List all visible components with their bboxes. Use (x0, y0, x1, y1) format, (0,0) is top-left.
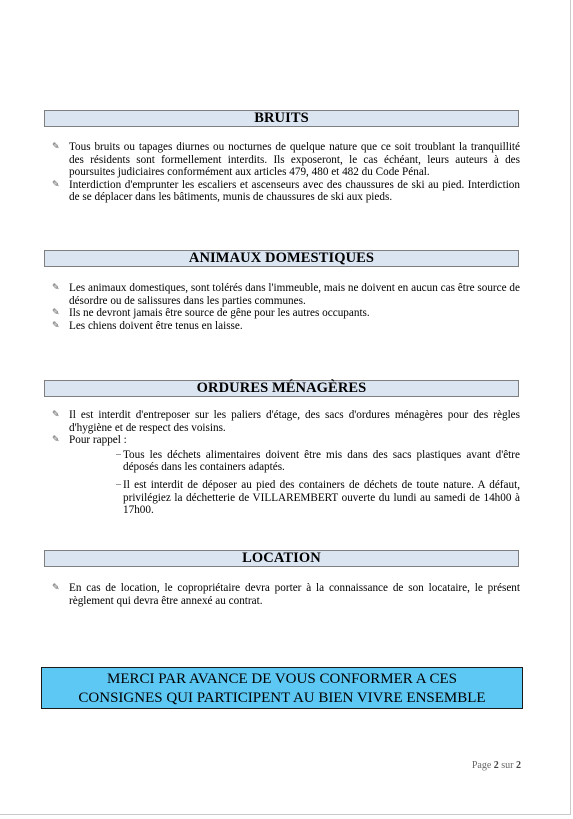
page-number: Page 2 sur 2 (471, 760, 521, 771)
list-item: ✎ En cas de location, le copropriétaire devra porter à la connaissance de son locataire, le présent règlement qui devra être annexé au contrat. (52, 582, 520, 607)
rappel-sublist (69, 449, 520, 517)
list-item: ✎ Les chiens doivent être tenus en laisse. (52, 319, 243, 332)
pen-bullet-icon: ✎ (52, 142, 60, 152)
sublist-item: – Tous les déchets alimentaires doivent être mis dans des sacs plastiques avant d'être déposés dans les containers adaptés. (116, 448, 520, 474)
pen-bullet-icon: ✎ (52, 435, 60, 446)
pen-bullet-icon: ✎ (52, 308, 60, 319)
list-item: ✎ Tous bruits ou tapages diurnes ou nocturnes de quelque nature que ce soit troublant la tranquillité des résidents sont formellement interdits. Ils exposeront, le cas échéant, leurs auteurs à des poursuites judiciaires conformément aux articles 479, 480 et 482 du Code Pénal. (52, 141, 520, 179)
bruits-list (52, 141, 520, 204)
section-title-animaux: ANIMAUX DOMESTIQUES (44, 250, 519, 267)
list-item: ✎ Interdiction d'emprunter les escaliers et ascenseurs avec des chaussures de ski au pied. Interdiction de se déplacer dans les bâtiments, munis de chaussures de ski aux pieds. (52, 178, 520, 204)
section-title-bruits: BRUITS (44, 110, 519, 127)
list-item: ✎ Pour rappel : – Tous les déchets alimentaires doivent être mis dans des sacs plastiques avant d'être déposés dans les containers adaptés. – Il est interdit de déposer au pied des containers de déchets de toute nature. A défaut, privilégiez la déchetterie de VILLAREMBERT ouverte du lundi au samedi de 14h00 à 17h00. (52, 434, 520, 517)
pen-bullet-icon: ✎ (52, 410, 60, 420)
location-list (52, 582, 520, 607)
banner-line-1: MERCI PAR AVANCE DE VOUS CONFORMER A CES (107, 671, 457, 687)
list-item: ✎ Les animaux domestiques, sont tolérés dans l'immeuble, mais ne doivent en aucun cas être source de désordre ou de salissures dans les parties communes. (52, 282, 520, 307)
pen-bullet-icon: ✎ (52, 583, 60, 593)
ordures-list (52, 409, 520, 522)
list-item: ✎ Il est interdit d'entreposer sur les paliers d'étage, des sacs d'ordures ménagères pour des règles d'hygiène et de respect des voisins. (52, 409, 520, 434)
dash-icon: – (116, 478, 121, 490)
pen-bullet-icon: ✎ (52, 179, 60, 190)
animaux-list (52, 282, 520, 332)
banner-line-2: CONSIGNES QUI PARTICIPENT AU BIEN VIVRE ENSEMBLE (78, 690, 486, 706)
section-title-location: LOCATION (44, 550, 519, 567)
list-item: ✎ Ils ne devront jamais être source de gêne pour les autres occupants. (52, 307, 370, 320)
pen-bullet-icon: ✎ (52, 320, 60, 331)
dash-icon: – (116, 448, 121, 460)
closing-banner (41, 667, 523, 709)
section-title-ordures: ORDURES MÉNAGÈRES (44, 380, 519, 397)
pen-bullet-icon: ✎ (52, 283, 60, 293)
sublist-item: – Il est interdit de déposer au pied des containers de déchets de toute nature. A défaut, privilégiez la déchetterie de VILLAREMBERT ouverte du lundi au samedi de 14h00 à 17h00. (116, 478, 520, 517)
